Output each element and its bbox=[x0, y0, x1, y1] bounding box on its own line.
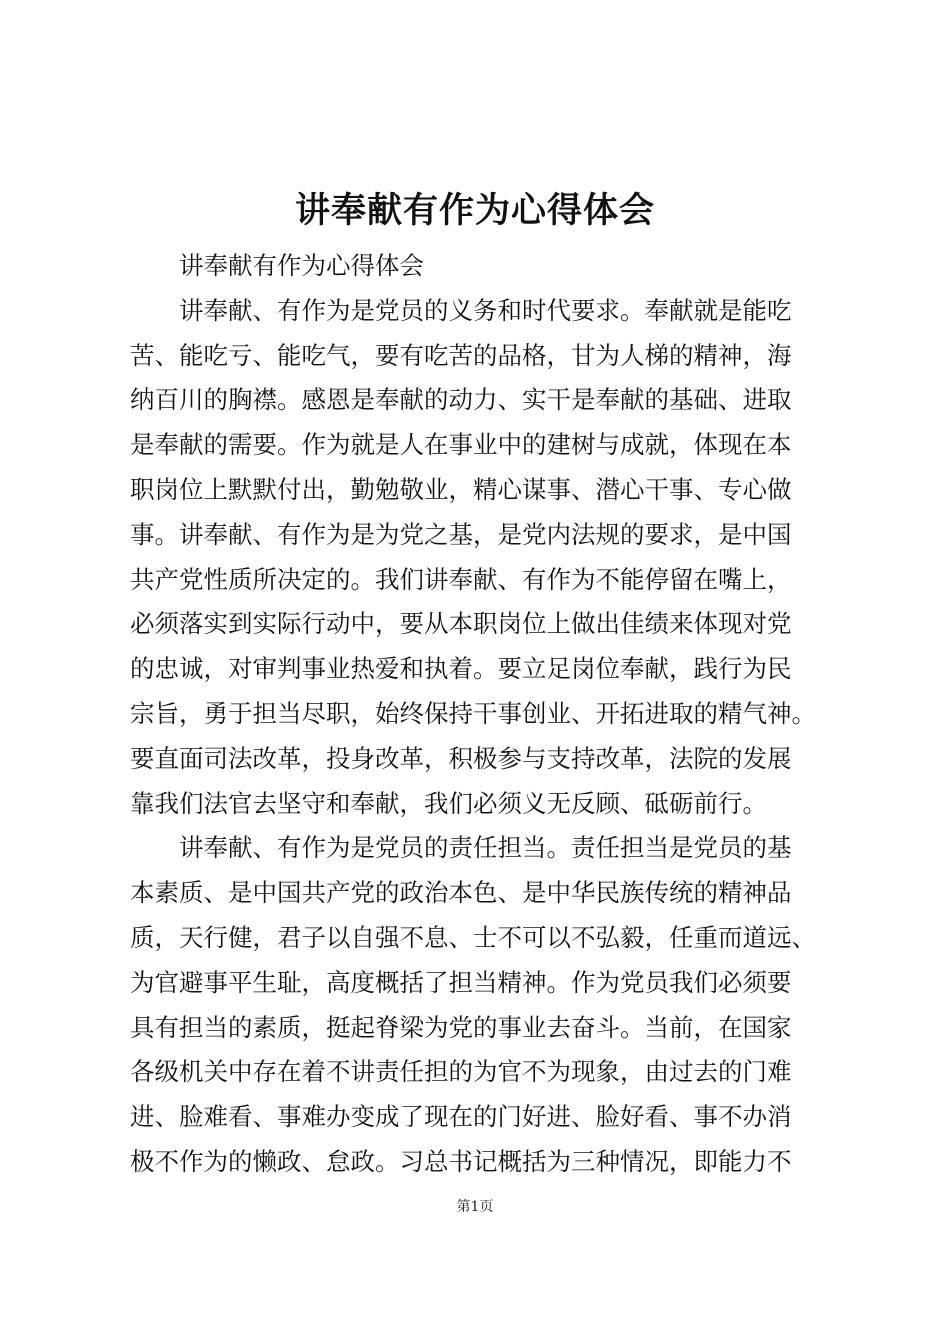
page-number: 第1页 bbox=[456, 1199, 494, 1215]
paragraph-1-line-10: 宗旨，勇于担当尽职，始终保持干事创业、开拓进取的精气神。 bbox=[130, 698, 816, 728]
paragraph-2-line-5: 具有担当的素质，挺起脊梁为党的事业去奋斗。当前，在国家 bbox=[130, 1012, 792, 1042]
paragraph-2-line-2: 本素质、是中国共产党的政治本色、是中华民族传统的精神品 bbox=[130, 878, 792, 908]
paragraph-1-line-12: 靠我们法官去坚守和奉献，我们必须义无反顾、砥砺前行。 bbox=[130, 788, 767, 818]
paragraph-1-line-6: 事。讲奉献、有作为是为党之基，是党内法规的要求，是中国 bbox=[130, 519, 792, 549]
document-body bbox=[130, 244, 830, 1185]
paragraph-1-line-5: 职岗位上默默付出，勤勉敬业，精心谋事、潜心干事、专心做 bbox=[130, 474, 792, 504]
paragraph-2-line-4: 为官避事平生耻，高度概括了担当精神。作为党员我们必须要 bbox=[130, 967, 792, 997]
subtitle-line: 讲奉献有作为心得体会 bbox=[179, 251, 424, 280]
document-title: 讲奉献有作为心得体会 bbox=[294, 190, 655, 231]
paragraph-1-line-9: 的忠诚，对审判事业热爱和执着。要立足岗位奉献，践行为民 bbox=[130, 654, 792, 684]
paragraph-1-line-11: 要直面司法改革，投身改革，积极参与支持改革，法院的发展 bbox=[130, 743, 792, 773]
paragraph-1-line-7: 共产党性质所决定的。我们讲奉献、有作为不能停留在嘴上， bbox=[130, 564, 792, 594]
paragraph-1-line-8: 必须落实到实际行动中，要从本职岗位上做出佳绩来体现对党 bbox=[130, 609, 792, 639]
paragraph-1-line-3: 纳百川的胸襟。感恩是奉献的动力、实干是奉献的基础、进取 bbox=[130, 385, 792, 415]
paragraph-2-line-6: 各级机关中存在着不讲责任担的为官不为现象，由过去的门难 bbox=[130, 1057, 792, 1087]
paragraph-2-line-7: 进、脸难看、事难办变成了现在的门好进、脸好看、事不办消 bbox=[130, 1102, 792, 1132]
paragraph-2-line-8: 极不作为的懒政、怠政。习总书记概括为三种情况，即能力不 bbox=[130, 1146, 792, 1176]
paragraph-2-line-1: 讲奉献、有作为是党员的责任担当。责任担当是党员的基 bbox=[179, 833, 792, 863]
paragraph-2-line-3: 质，天行健，君子以自强不息、士不可以不弘毅，任重而道远、 bbox=[130, 922, 816, 952]
paragraph-1-line-2: 苦、能吃亏、能吃气，要有吃苦的品格，甘为人梯的精神，海 bbox=[130, 340, 792, 370]
paragraph-1-line-1: 讲奉献、有作为是党员的义务和时代要求。奉献就是能吃 bbox=[179, 295, 792, 325]
paragraph-1-line-4: 是奉献的需要。作为就是人在事业中的建树与成就，体现在本 bbox=[130, 430, 792, 460]
